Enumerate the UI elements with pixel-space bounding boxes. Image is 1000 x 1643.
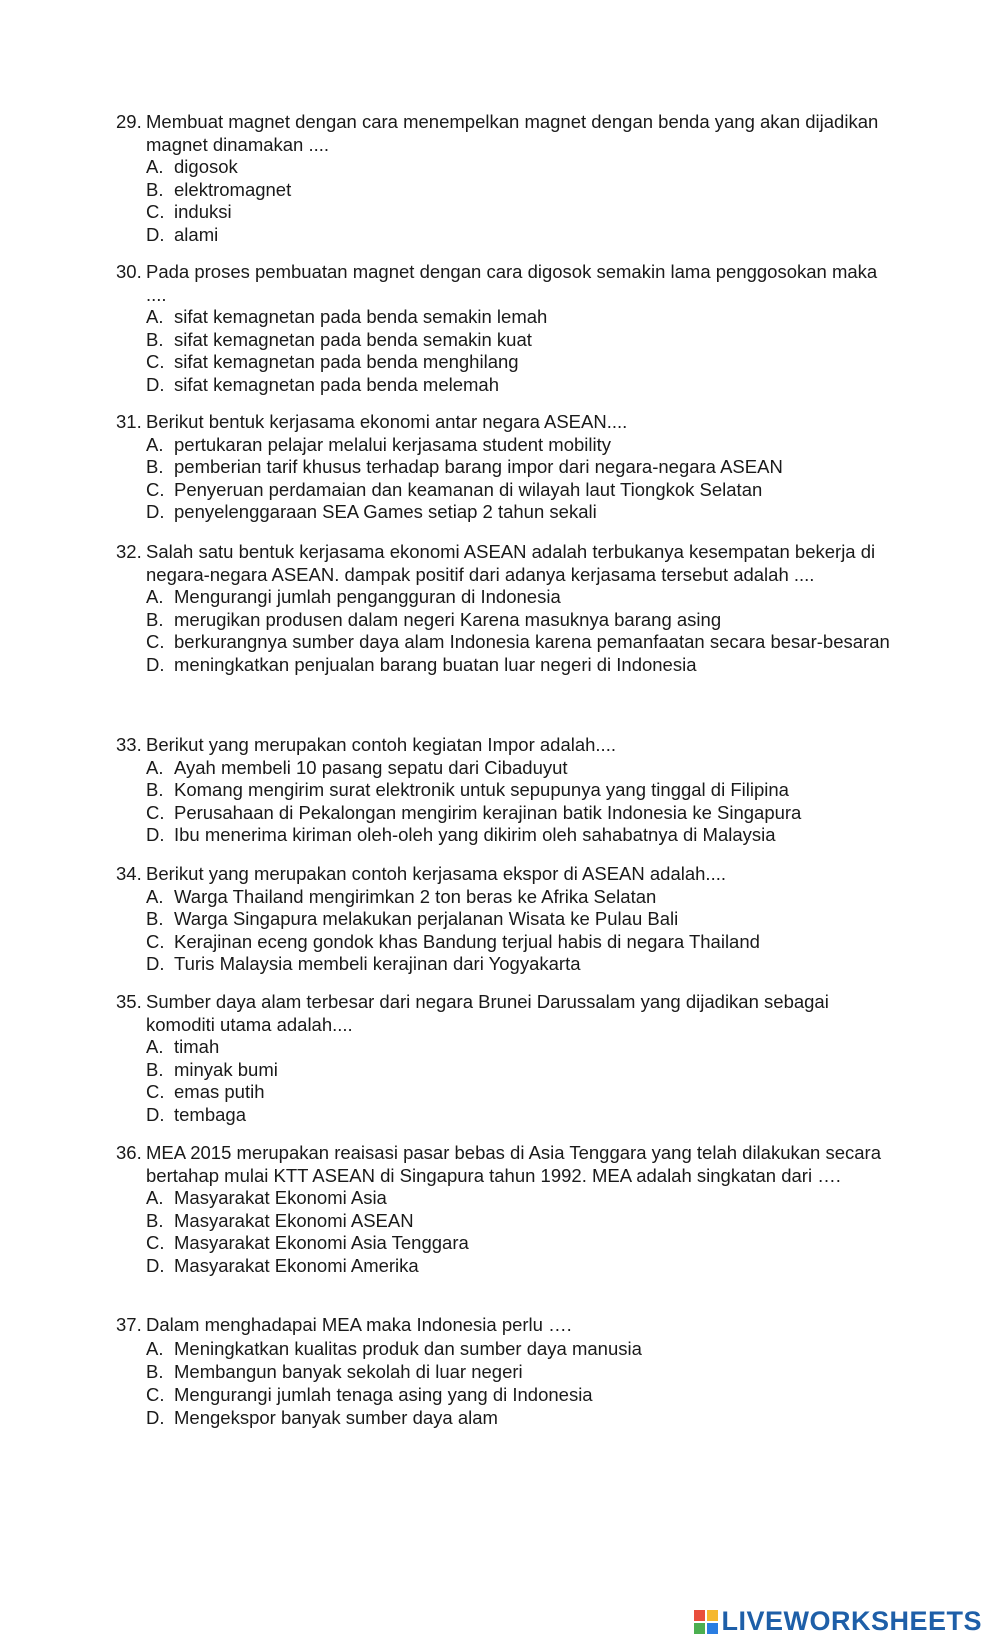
option-letter: B.: [146, 608, 164, 630]
question-text: Dalam menghadapai MEA maka Indonesia perlu ….: [146, 1314, 572, 1335]
option-letter: B.: [146, 328, 164, 350]
option-letter: D.: [146, 1254, 165, 1276]
option-letter: A.: [146, 433, 164, 455]
question-text: Berikut bentuk kerjasama ekonomi antar negara ASEAN....: [146, 411, 628, 432]
option-letter: A.: [146, 885, 164, 907]
option-letter: A.: [146, 1187, 164, 1209]
question-37: [116, 1314, 896, 1429]
option-letter: C.: [146, 930, 165, 952]
option-letter: D.: [146, 373, 165, 395]
option-c[interactable]: [146, 1383, 896, 1406]
question-32: [116, 541, 896, 677]
options-list: [146, 1337, 896, 1430]
option-letter: D.: [146, 1103, 165, 1125]
option-text: sifat kemagnetan pada benda semakin kuat: [174, 328, 532, 350]
option-text: elektromagnet: [174, 178, 292, 200]
liveworksheets-logo: [694, 1606, 982, 1637]
option-letter: A.: [146, 756, 164, 778]
option-letter: D.: [146, 653, 165, 675]
question-number: 31.: [116, 411, 142, 432]
option-text: Ibu menerima kiriman oleh-oleh yang dikirim oleh sahabatnya di Malaysia: [174, 824, 776, 846]
option-text: tembaga: [174, 1103, 246, 1125]
option-letter: C.: [146, 201, 165, 223]
option-c[interactable]: [146, 1081, 896, 1104]
option-letter: A.: [146, 1337, 164, 1359]
question-36: [116, 1142, 896, 1278]
question-number: 35.: [116, 991, 142, 1012]
option-text: Warga Singapura melakukan perjalanan Wisata ke Pulau Bali: [174, 908, 679, 930]
options-list: [146, 156, 896, 246]
option-letter: C.: [146, 1232, 165, 1254]
question-number: 33.: [116, 734, 142, 755]
option-text: Penyeruan perdamaian dan keamanan di wilayah laut Tiongkok Selatan: [174, 478, 763, 500]
option-text: Mengurangi jumlah tenaga asing yang di Indonesia: [174, 1384, 593, 1405]
option-b[interactable]: [146, 456, 896, 479]
question-text: Berikut yang merupakan contoh kerjasama ekspor di ASEAN adalah....: [146, 863, 726, 884]
option-a[interactable]: [146, 306, 896, 329]
option-c[interactable]: [146, 802, 896, 825]
option-letter: B.: [146, 779, 164, 801]
option-c[interactable]: [146, 351, 896, 374]
option-text: pemberian tarif khusus terhadap barang impor dari negara-negara ASEAN: [174, 456, 783, 478]
option-text: Mengekspor banyak sumber daya alam: [174, 1407, 498, 1429]
option-c[interactable]: [146, 201, 896, 224]
option-a[interactable]: [146, 886, 896, 909]
option-a[interactable]: [146, 1187, 896, 1210]
option-text: Turis Malaysia membeli kerajinan dari Yogyakarta: [174, 953, 581, 975]
option-letter: B.: [146, 908, 164, 930]
option-text: Masyarakat Ekonomi Asia: [174, 1187, 387, 1209]
logo-text: LIVEWORKSHEETS: [721, 1606, 982, 1636]
option-c[interactable]: [146, 631, 896, 654]
option-letter: C.: [146, 801, 165, 823]
option-letter: B.: [146, 178, 164, 200]
option-text: meningkatkan penjualan barang buatan luar negeri di Indonesia: [174, 653, 697, 675]
option-text: Warga Thailand mengirimkan 2 ton beras ke Afrika Selatan: [174, 885, 657, 907]
option-letter: C.: [146, 478, 165, 500]
option-a[interactable]: [146, 156, 896, 179]
option-letter: D.: [146, 223, 165, 245]
option-d[interactable]: [146, 654, 896, 677]
option-letter: D.: [146, 953, 165, 975]
question-number: 29.: [116, 111, 142, 132]
option-c[interactable]: [146, 931, 896, 954]
option-a[interactable]: [146, 1337, 896, 1360]
option-d[interactable]: [146, 374, 896, 397]
option-b[interactable]: [146, 1360, 896, 1383]
option-text: Ayah membeli 10 pasang sepatu dari Cibaduyut: [174, 756, 568, 778]
option-text: digosok: [174, 156, 238, 178]
option-text: minyak bumi: [174, 1058, 278, 1080]
option-text: Masyarakat Ekonomi Asia Tenggara: [174, 1232, 469, 1254]
option-letter: A.: [146, 586, 164, 608]
option-d[interactable]: [146, 1406, 896, 1429]
option-b[interactable]: [146, 1059, 896, 1082]
option-text: Masyarakat Ekonomi Amerika: [174, 1254, 419, 1276]
option-letter: A.: [146, 156, 164, 178]
question-number: 37.: [116, 1314, 142, 1335]
question-text: Pada proses pembuatan magnet dengan cara digosok semakin lama penggosokan maka ....: [146, 261, 878, 305]
option-a[interactable]: [146, 757, 896, 780]
option-text: Masyarakat Ekonomi ASEAN: [174, 1209, 414, 1231]
option-a[interactable]: [146, 586, 896, 609]
options-list: [146, 757, 896, 847]
option-b[interactable]: [146, 609, 896, 632]
option-b[interactable]: [146, 908, 896, 931]
question-number: 36.: [116, 1142, 142, 1163]
options-list: [146, 434, 896, 524]
option-text: Komang mengirim surat elektronik untuk sepupunya yang tinggal di Filipina: [174, 779, 789, 801]
option-text: sifat kemagnetan pada benda semakin lemah: [174, 306, 548, 328]
option-b[interactable]: [146, 329, 896, 352]
option-text: induksi: [174, 201, 232, 223]
option-text: Meningkatkan kualitas produk dan sumber daya manusia: [174, 1337, 642, 1359]
option-letter: D.: [146, 1407, 165, 1429]
option-text: Kerajinan eceng gondok khas Bandung terjual habis di negara Thailand: [174, 930, 760, 952]
option-text: berkurangnya sumber daya alam Indonesia karena pemanfaatan secara besar-besaran: [174, 631, 890, 653]
question-text: Sumber daya alam terbesar dari negara Brunei Darussalam yang dijadikan sebagai komoditi utama adalah....: [146, 991, 829, 1035]
question-number: 34.: [116, 863, 142, 884]
question-29: [116, 111, 896, 247]
option-text: merugikan produsen dalam negeri Karena masuknya barang asing: [174, 608, 722, 630]
option-letter: B.: [146, 1360, 164, 1382]
option-letter: C.: [146, 1081, 165, 1103]
option-b[interactable]: [146, 1210, 896, 1233]
option-letter: B.: [146, 1209, 164, 1231]
option-b[interactable]: [146, 179, 896, 202]
option-letter: A.: [146, 306, 164, 328]
options-list: [146, 306, 896, 396]
logo-mark-icon: [694, 1610, 718, 1634]
option-c[interactable]: [146, 1232, 896, 1255]
question-text: Membuat magnet dengan cara menempelkan magnet dengan benda yang akan dijadikan magnet dinamakan ....: [146, 111, 879, 155]
question-text: Berikut yang merupakan contoh kegiatan Impor adalah....: [146, 734, 616, 755]
option-letter: A.: [146, 1036, 164, 1058]
option-text: Membangun banyak sekolah di luar negeri: [174, 1360, 523, 1382]
question-33: [116, 734, 896, 847]
option-text: emas putih: [174, 1081, 265, 1103]
option-letter: D.: [146, 824, 165, 846]
option-letter: C.: [146, 631, 165, 653]
question-number: 32.: [116, 541, 142, 562]
option-text: penyelenggaraan SEA Games setiap 2 tahun sekali: [174, 501, 597, 523]
option-letter: C.: [146, 351, 165, 373]
options-list: [146, 586, 896, 676]
option-a[interactable]: [146, 434, 896, 457]
option-letter: D.: [146, 501, 165, 523]
question-30: [116, 261, 896, 397]
options-list: [146, 1187, 896, 1277]
question-35: [116, 991, 896, 1127]
option-letter: B.: [146, 456, 164, 478]
option-d[interactable]: [146, 1255, 896, 1278]
question-text: MEA 2015 merupakan reaisasi pasar bebas di Asia Tenggara yang telah dilakukan secara bertahap mulai KTT ASEAN di Singapura tahun 1992. MEA adalah singkatan dari ….: [146, 1142, 881, 1186]
option-text: pertukaran pelajar melalui kerjasama student mobility: [174, 433, 612, 455]
option-d[interactable]: [146, 224, 896, 247]
question-number: 30.: [116, 261, 142, 282]
option-text: timah: [174, 1036, 220, 1058]
option-letter: B.: [146, 1058, 164, 1080]
option-a[interactable]: [146, 1036, 896, 1059]
option-text: sifat kemagnetan pada benda menghilang: [174, 351, 519, 373]
option-d[interactable]: [146, 824, 896, 847]
option-text: alami: [174, 223, 219, 245]
option-d[interactable]: [146, 953, 896, 976]
option-b[interactable]: [146, 779, 896, 802]
option-d[interactable]: [146, 1104, 896, 1127]
question-31: [116, 411, 896, 524]
option-d[interactable]: [146, 501, 896, 524]
option-letter: C.: [146, 1384, 165, 1405]
option-text: Mengurangi jumlah pengangguran di Indonesia: [174, 586, 561, 608]
option-text: Perusahaan di Pekalongan mengirim kerajinan batik Indonesia ke Singapura: [174, 801, 802, 823]
option-c[interactable]: [146, 479, 896, 502]
options-list: [146, 1036, 896, 1126]
options-list: [146, 886, 896, 976]
question-text: Salah satu bentuk kerjasama ekonomi ASEAN adalah terbukanya kesempatan bekerja di negara-negara ASEAN. dampak positif dari adanya kerjasama tersebut adalah ....: [146, 541, 876, 585]
option-text: sifat kemagnetan pada benda melemah: [174, 373, 499, 395]
question-34: [116, 863, 896, 976]
